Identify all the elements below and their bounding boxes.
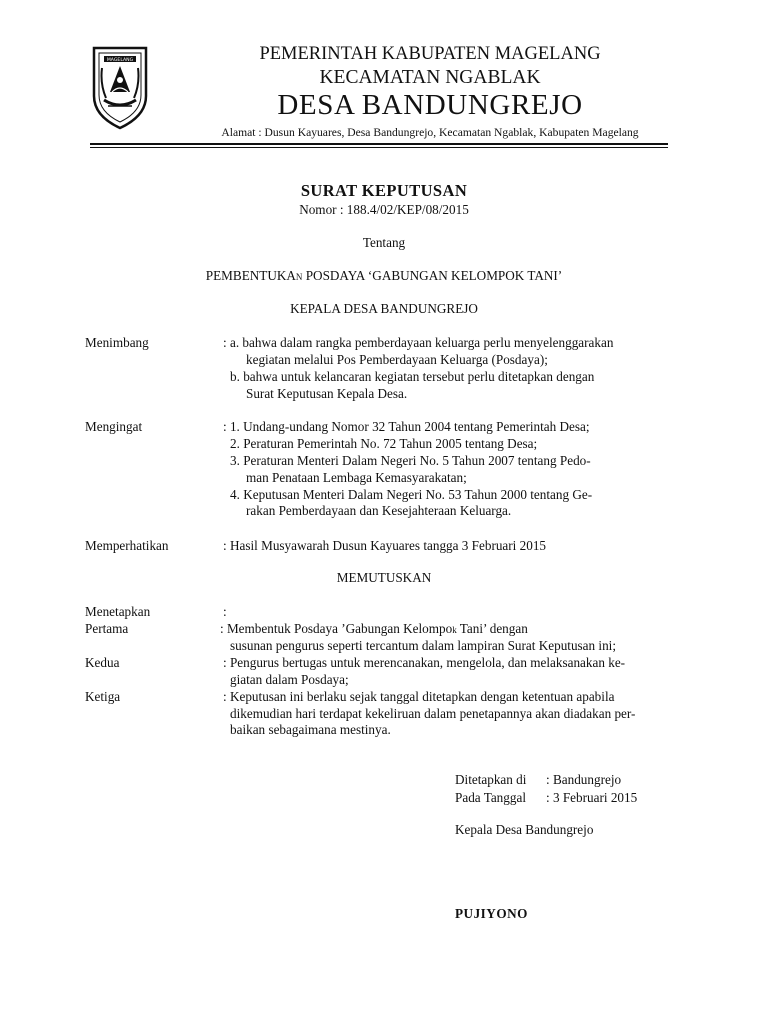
regency-coat-of-arms-logo <box>90 44 150 130</box>
mengingat-line: 3. Peraturan Menteri Dalam Negeri No. 5 Tahun 2007 tentang Pedo- <box>230 453 591 468</box>
mengingat-line: 2. Peraturan Pemerintah No. 72 Tahun 2005 tentang Desa; <box>230 436 538 451</box>
svg-text:MAGELANG: MAGELANG <box>106 58 134 63</box>
kedua-line: : Pengurus bertugas untuk merencanakan, mengelola, dan melaksanakan ke- <box>223 655 626 670</box>
kedua-label: Kedua <box>85 655 120 670</box>
ketiga-line: baikan sebagaimana mestinya. <box>230 722 391 737</box>
mengingat-line: 4. Keputusan Menteri Dalam Negeri No. 53 Tahun 2000 tentang Ge- <box>230 487 593 502</box>
village-name: DESA BANDUNGREJO <box>277 89 583 121</box>
tanggal-label: Pada Tanggal <box>455 790 526 805</box>
kedua-line: giatan dalam Posdaya; <box>230 672 349 687</box>
issuing-official: KEPALA DESA BANDUNGREJO <box>290 301 478 316</box>
pertama-line: : Membentuk Posdaya ’Gabungan Kelompok Tani’ dengan <box>220 621 528 636</box>
menetapkan-label: Menetapkan <box>85 604 151 619</box>
tentang-label: Tentang <box>362 235 406 250</box>
pertama-label: Pertama <box>85 621 129 636</box>
memperhatikan-text: : Hasil Musyawarah Dusun Kayuares tangga 3 Februari 2015 <box>223 538 547 553</box>
signatory-title: Kepala Desa Bandungrejo <box>455 822 594 837</box>
menimbang-label: Menimbang <box>85 335 149 350</box>
ketiga-line: dikemudian hari terdapat kekeliruan dalam penetapannya akan diadakan per- <box>230 706 636 721</box>
ketiga-line: : Keputusan ini berlaku sejak tanggal ditetapkan dengan ketentuan apabila <box>223 689 615 704</box>
document-title: SURAT KEPUTUSAN <box>300 181 468 200</box>
ditetapkan-label: Ditetapkan di <box>455 772 527 787</box>
district-name: KECAMATAN NGABLAK <box>319 67 541 88</box>
menimbang-line: b. bahwa untuk kelancaran kegiatan tersebut perlu ditetapkan dengan <box>230 369 595 384</box>
mengingat-line: rakan Pemberdayaan dan Kesejahteraan Keluarga. <box>246 503 512 518</box>
document-number: Nomor : 188.4/02/KEP/08/2015 <box>299 202 469 217</box>
mengingat-label: Mengingat <box>85 419 143 434</box>
menimbang-line: Surat Keputusan Kepala Desa. <box>246 386 408 401</box>
letterhead-rule-thick <box>90 143 668 145</box>
menimbang-line: : a. bahwa dalam rangka pemberdayaan keluarga perlu menyelenggarakan <box>223 335 614 350</box>
signatory-name: PUJIYONO <box>455 906 528 921</box>
ketiga-label: Ketiga <box>85 689 121 704</box>
menetapkan-colon: : <box>223 604 227 619</box>
letterhead-address: Alamat : Dusun Kayuares, Desa Bandungrejo, Kecamatan Ngablak, Kabupaten Magelang <box>221 126 639 139</box>
menimbang-line: kegiatan melalui Pos Pemberdayaan Keluarga (Posdaya); <box>246 352 548 367</box>
memperhatikan-label: Memperhatikan <box>85 538 169 553</box>
tanggal-value: : 3 Februari 2015 <box>546 790 638 805</box>
letterhead-rule-thin <box>90 147 668 148</box>
mengingat-line: : 1. Undang-undang Nomor 32 Tahun 2004 tentang Pemerintah Desa; <box>223 419 590 434</box>
ditetapkan-value: : Bandungrejo <box>546 772 622 787</box>
mengingat-line: man Penataan Lembaga Kemasyarakatan; <box>246 470 467 485</box>
document-subject: PEMBENTUKAN POSDAYA ‘GABUNGAN KELOMPOK TANI’ <box>205 268 563 283</box>
pertama-line: susunan pengurus seperti tercantum dalam lampiran Surat Keputusan ini; <box>230 638 617 653</box>
memutuskan-heading: MEMUTUSKAN <box>336 570 432 585</box>
government-name: PEMERINTAH KABUPATEN MAGELANG <box>259 44 601 64</box>
